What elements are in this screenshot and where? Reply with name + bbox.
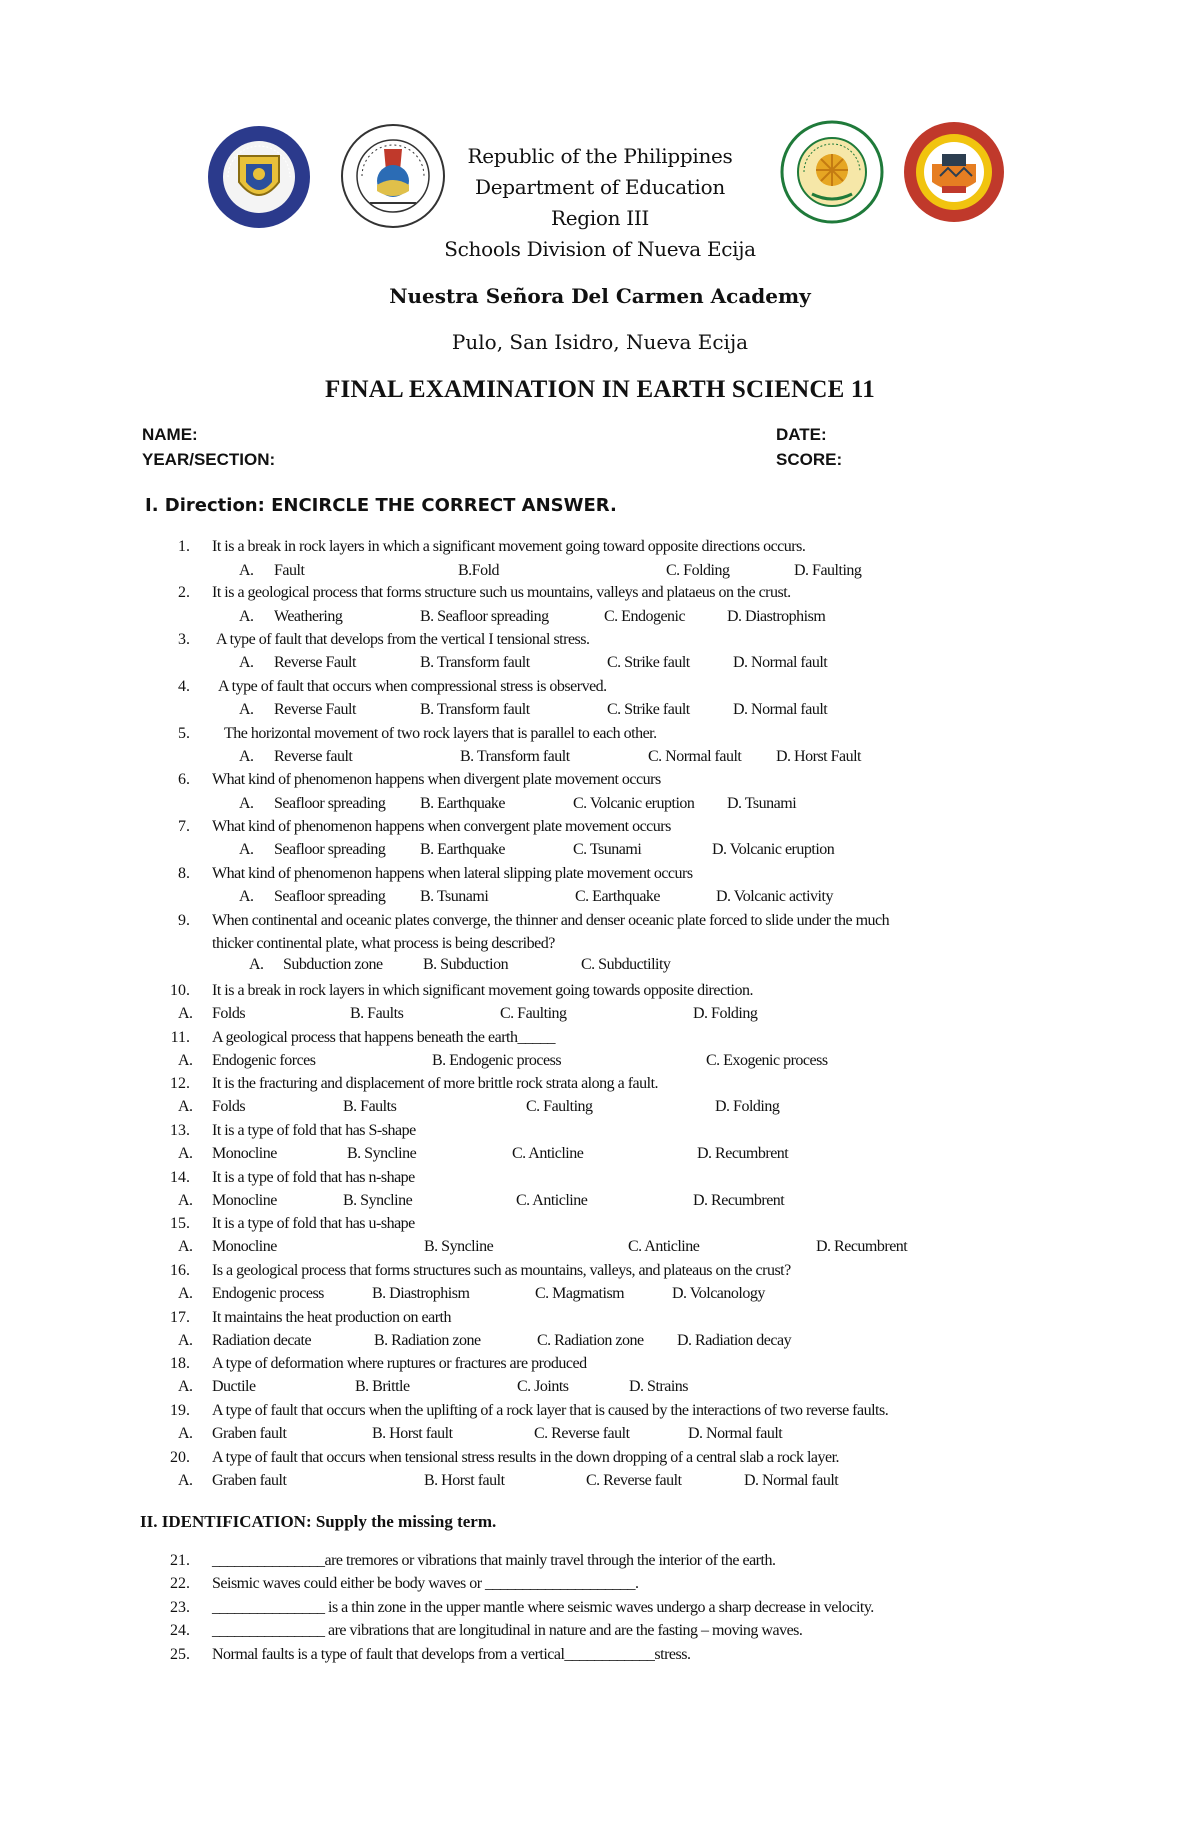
question-text: It is the fracturing and displacement of more brittle rock strata along a fault. bbox=[212, 1075, 659, 1092]
identification-text[interactable]: _______________are tremores or vibrations that mainly travel through the interior of the earth. bbox=[212, 1552, 776, 1569]
question-number: 7. bbox=[178, 818, 190, 835]
identification-text[interactable]: Normal faults is a type of fault that develops from a vertical____________stress. bbox=[212, 1646, 691, 1663]
answer-option[interactable]: D. Diastrophism bbox=[727, 608, 826, 625]
identification-number: 21. bbox=[170, 1552, 190, 1569]
answer-option[interactable]: B. Subduction bbox=[423, 956, 509, 973]
answer-option[interactable]: B. Earthquake bbox=[420, 795, 506, 812]
answer-option[interactable]: B. Transform fault bbox=[420, 701, 530, 718]
question-number: 18. bbox=[170, 1355, 190, 1372]
answer-option[interactable]: Monocline bbox=[212, 1238, 277, 1255]
option-a-marker[interactable]: A. bbox=[249, 956, 264, 973]
option-a-marker[interactable]: A. bbox=[178, 1472, 193, 1489]
school-address: Pulo, San Isidro, Nueva Ecija bbox=[451, 330, 749, 354]
answer-option[interactable]: B. Diastrophism bbox=[372, 1285, 470, 1302]
question-number: 1. bbox=[178, 538, 190, 555]
question-number: 10. bbox=[170, 982, 190, 999]
question-text-continued: thicker continental plate, what process is being described? bbox=[212, 935, 555, 952]
answer-option[interactable]: D. Recumbrent bbox=[693, 1192, 785, 1209]
identification-text[interactable]: _______________ is a thin zone in the upper mantle where seismic waves undergo a sharp decrease in velocity. bbox=[212, 1599, 874, 1616]
answer-option[interactable]: B. Faults bbox=[350, 1005, 404, 1022]
question-text: What kind of phenomenon happens when lateral slipping plate movement occurs bbox=[212, 865, 693, 882]
answer-option[interactable]: C. Strike fault bbox=[607, 654, 690, 671]
answer-option[interactable]: Monocline bbox=[212, 1192, 277, 1209]
answer-option[interactable]: B. Endogenic process bbox=[432, 1052, 562, 1069]
answer-option[interactable]: D. Recumbrent bbox=[816, 1238, 908, 1255]
answer-option[interactable]: B. Faults bbox=[343, 1098, 397, 1115]
school-name: Nuestra Señora Del Carmen Academy bbox=[389, 284, 811, 308]
answer-option[interactable]: D. Normal fault bbox=[688, 1425, 783, 1442]
answer-option[interactable]: C. Magmatism bbox=[535, 1285, 625, 1302]
answer-option[interactable]: Reverse Fault bbox=[274, 654, 356, 671]
question-text: A type of fault that develops from the vertical I tensional stress. bbox=[216, 631, 590, 648]
option-a-marker[interactable]: A. bbox=[178, 1005, 193, 1022]
question-text: What kind of phenomenon happens when convergent plate movement occurs bbox=[212, 818, 671, 835]
header-line-2: Department of Education bbox=[475, 175, 725, 199]
answer-option[interactable]: C. Strike fault bbox=[607, 701, 690, 718]
answer-option[interactable]: Seafloor spreading bbox=[274, 841, 386, 858]
question-text: It is a type of fold that has S-shape bbox=[212, 1122, 416, 1139]
answer-option[interactable]: B. Syncline bbox=[347, 1145, 417, 1162]
question-text: The horizontal movement of two rock layers that is parallel to each other. bbox=[224, 725, 657, 742]
answer-option[interactable]: C. Subductility bbox=[581, 956, 671, 973]
option-a-marker[interactable]: A. bbox=[239, 608, 254, 625]
score-field-label: SCORE: bbox=[776, 450, 843, 469]
question-number: 13. bbox=[170, 1122, 190, 1139]
option-a-marker[interactable]: A. bbox=[178, 1192, 193, 1209]
identification-number: 23. bbox=[170, 1599, 190, 1616]
option-a-marker[interactable]: A. bbox=[239, 795, 254, 812]
answer-option[interactable]: C. Anticline bbox=[628, 1238, 700, 1255]
header-line-4: Schools Division of Nueva Ecija bbox=[444, 237, 756, 261]
answer-option[interactable]: Endogenic forces bbox=[212, 1052, 316, 1069]
question-text: It is a break in rock layers in which a significant movement going toward opposite directions occurs. bbox=[212, 538, 806, 555]
answer-option[interactable]: D. Folding bbox=[693, 1005, 758, 1022]
option-a-marker[interactable]: A. bbox=[239, 562, 254, 579]
question-number: 3. bbox=[178, 631, 190, 648]
question-text: What kind of phenomenon happens when divergent plate movement occurs bbox=[212, 771, 661, 788]
question-number: 20. bbox=[170, 1449, 190, 1466]
question-number: 4. bbox=[178, 678, 190, 695]
answer-option[interactable]: C. Reverse fault bbox=[534, 1425, 630, 1442]
answer-option[interactable]: C. Tsunami bbox=[573, 841, 642, 858]
question-text: It is a type of fold that has n-shape bbox=[212, 1169, 415, 1186]
answer-option[interactable]: Folds bbox=[212, 1098, 246, 1115]
question-number: 16. bbox=[170, 1262, 190, 1279]
answer-option[interactable]: C. Faulting bbox=[526, 1098, 593, 1115]
identification-number: 24. bbox=[170, 1622, 190, 1639]
question-text: It is a geological process that forms structure such us mountains, valleys and plataeus on the crust. bbox=[212, 584, 791, 601]
question-number: 19. bbox=[170, 1402, 190, 1419]
question-text: A geological process that happens beneath the earth_____ bbox=[212, 1029, 555, 1046]
answer-option[interactable]: B. Tsunami bbox=[420, 888, 489, 905]
answer-option[interactable]: B. Transform fault bbox=[420, 654, 530, 671]
answer-option[interactable]: B.Fold bbox=[458, 562, 500, 579]
answer-option[interactable]: Reverse fault bbox=[274, 748, 353, 765]
option-a-marker[interactable]: A. bbox=[178, 1332, 193, 1349]
answer-option[interactable]: D. Volcanology bbox=[672, 1285, 765, 1302]
header-line-1: Republic of the Philippines bbox=[467, 144, 733, 168]
question-text: A type of deformation where ruptures or fractures are produced bbox=[212, 1355, 587, 1372]
answer-option[interactable]: B. Horst fault bbox=[424, 1472, 505, 1489]
answer-option[interactable]: Seafloor spreading bbox=[274, 795, 386, 812]
option-a-marker[interactable]: A. bbox=[178, 1285, 193, 1302]
question-text: When continental and oceanic plates converge, the thinner and denser oceanic plate forced to slide under the much bbox=[212, 912, 890, 929]
answer-option[interactable]: C. Faulting bbox=[500, 1005, 567, 1022]
answer-option[interactable]: D. Volcanic activity bbox=[716, 888, 833, 905]
answer-option[interactable]: C. Joints bbox=[517, 1378, 569, 1395]
question-text: Is a geological process that forms structures such as mountains, valleys, and plateaus on the crust? bbox=[212, 1262, 791, 1279]
option-a-marker[interactable]: A. bbox=[178, 1052, 193, 1069]
question-number: 5. bbox=[178, 725, 190, 742]
option-a-marker[interactable]: A. bbox=[239, 654, 254, 671]
question-number: 8. bbox=[178, 865, 190, 882]
option-a-marker[interactable]: A. bbox=[178, 1098, 193, 1115]
question-number: 11. bbox=[170, 1029, 190, 1046]
answer-option[interactable]: Endogenic process bbox=[212, 1285, 324, 1302]
answer-option[interactable]: C. Volcanic eruption bbox=[573, 795, 695, 812]
answer-option[interactable]: Subduction zone bbox=[283, 956, 383, 973]
answer-option[interactable]: C. Anticline bbox=[516, 1192, 588, 1209]
question-number: 14. bbox=[170, 1169, 190, 1186]
identification-number: 22. bbox=[170, 1575, 190, 1592]
answer-option[interactable]: C. Endogenic bbox=[604, 608, 686, 625]
identification-number: 25. bbox=[170, 1646, 190, 1663]
question-text: It maintains the heat production on earth bbox=[212, 1309, 451, 1326]
answer-option[interactable]: B. Horst fault bbox=[372, 1425, 453, 1442]
option-a-marker[interactable]: A. bbox=[178, 1145, 193, 1162]
section-1-heading: I. Direction: ENCIRCLE THE CORRECT ANSWER. bbox=[145, 495, 617, 516]
answer-option[interactable]: D. Tsunami bbox=[727, 795, 797, 812]
answer-option[interactable]: C. Anticline bbox=[512, 1145, 584, 1162]
answer-option[interactable]: Ductile bbox=[212, 1378, 256, 1395]
answer-option[interactable]: D. Volcanic eruption bbox=[712, 841, 835, 858]
answer-option[interactable]: B. Transform fault bbox=[460, 748, 570, 765]
answer-option[interactable]: Fault bbox=[274, 562, 305, 579]
option-a-marker[interactable]: A. bbox=[239, 841, 254, 858]
header-line-3: Region III bbox=[550, 206, 650, 230]
option-a-marker[interactable]: A. bbox=[178, 1238, 193, 1255]
question-number: 17. bbox=[170, 1309, 190, 1326]
answer-option[interactable]: Monocline bbox=[212, 1145, 277, 1162]
question-text: A type of fault that occurs when the uplifting of a rock layer that is caused by the interactions of two reverse faults. bbox=[212, 1402, 889, 1419]
year-section-field-label: YEAR/SECTION: bbox=[142, 450, 276, 469]
question-text: A type of fault that occurs when tensional stress results in the down dropping of a central slab a rock layer. bbox=[212, 1449, 840, 1466]
answer-option[interactable]: D. Strains bbox=[629, 1378, 688, 1395]
answer-option[interactable]: B. Brittle bbox=[355, 1378, 410, 1395]
date-field-label: DATE: bbox=[776, 425, 827, 444]
answer-option[interactable]: B. Syncline bbox=[343, 1192, 413, 1209]
answer-option[interactable]: Weathering bbox=[274, 608, 343, 625]
answer-option[interactable]: D. Normal fault bbox=[744, 1472, 839, 1489]
answer-option[interactable]: D. Radiation decay bbox=[677, 1332, 792, 1349]
answer-option[interactable]: D. Normal fault bbox=[733, 654, 828, 671]
section-2-heading: II. IDENTIFICATION: Supply the missing term. bbox=[140, 1512, 497, 1531]
answer-option[interactable]: C. Normal fault bbox=[648, 748, 742, 765]
answer-option[interactable]: C. Folding bbox=[666, 562, 730, 579]
answer-option[interactable]: D. Folding bbox=[715, 1098, 780, 1115]
answer-option[interactable]: Seafloor spreading bbox=[274, 888, 386, 905]
option-a-marker[interactable]: A. bbox=[239, 888, 254, 905]
option-a-marker[interactable]: A. bbox=[239, 701, 254, 718]
question-number: 6. bbox=[178, 771, 190, 788]
answer-option[interactable]: Reverse Fault bbox=[274, 701, 356, 718]
option-a-marker[interactable]: A. bbox=[239, 748, 254, 765]
answer-option[interactable]: B. Radiation zone bbox=[374, 1332, 481, 1349]
answer-option[interactable]: Radiation decate bbox=[212, 1332, 312, 1349]
question-number: 15. bbox=[170, 1215, 190, 1232]
answer-option[interactable]: D. Horst Fault bbox=[776, 748, 861, 765]
answer-option[interactable]: Graben fault bbox=[212, 1425, 287, 1442]
answer-option[interactable]: D. Recumbrent bbox=[697, 1145, 789, 1162]
identification-text[interactable]: _______________ are vibrations that are longitudinal in nature and are the fasting – moving waves. bbox=[212, 1622, 803, 1639]
question-number: 2. bbox=[178, 584, 190, 601]
answer-option[interactable]: C. Reverse fault bbox=[586, 1472, 682, 1489]
answer-option[interactable]: D. Faulting bbox=[794, 562, 862, 579]
name-field-label: NAME: bbox=[142, 425, 198, 444]
answer-option[interactable]: B. Seafloor spreading bbox=[420, 608, 549, 625]
answer-option[interactable]: D. Normal fault bbox=[733, 701, 828, 718]
identification-text[interactable]: Seismic waves could either be body waves or ____________________. bbox=[212, 1575, 639, 1592]
option-a-marker[interactable]: A. bbox=[178, 1378, 193, 1395]
question-number: 9. bbox=[178, 912, 190, 929]
option-a-marker[interactable]: A. bbox=[178, 1425, 193, 1442]
question-text: It is a type of fold that has u-shape bbox=[212, 1215, 415, 1232]
answer-option[interactable]: C. Earthquake bbox=[575, 888, 661, 905]
answer-option[interactable]: Folds bbox=[212, 1005, 246, 1022]
answer-option[interactable]: B. Syncline bbox=[424, 1238, 494, 1255]
answer-option[interactable]: Graben fault bbox=[212, 1472, 287, 1489]
answer-option[interactable]: C. Exogenic process bbox=[706, 1052, 828, 1069]
question-text: It is a break in rock layers in which significant movement going towards opposite direction. bbox=[212, 982, 753, 999]
question-number: 12. bbox=[170, 1075, 190, 1092]
answer-option[interactable]: B. Earthquake bbox=[420, 841, 506, 858]
question-text: A type of fault that occurs when compressional stress is observed. bbox=[218, 678, 607, 695]
answer-option[interactable]: C. Radiation zone bbox=[537, 1332, 644, 1349]
exam-title: FINAL EXAMINATION IN EARTH SCIENCE 11 bbox=[325, 376, 875, 403]
